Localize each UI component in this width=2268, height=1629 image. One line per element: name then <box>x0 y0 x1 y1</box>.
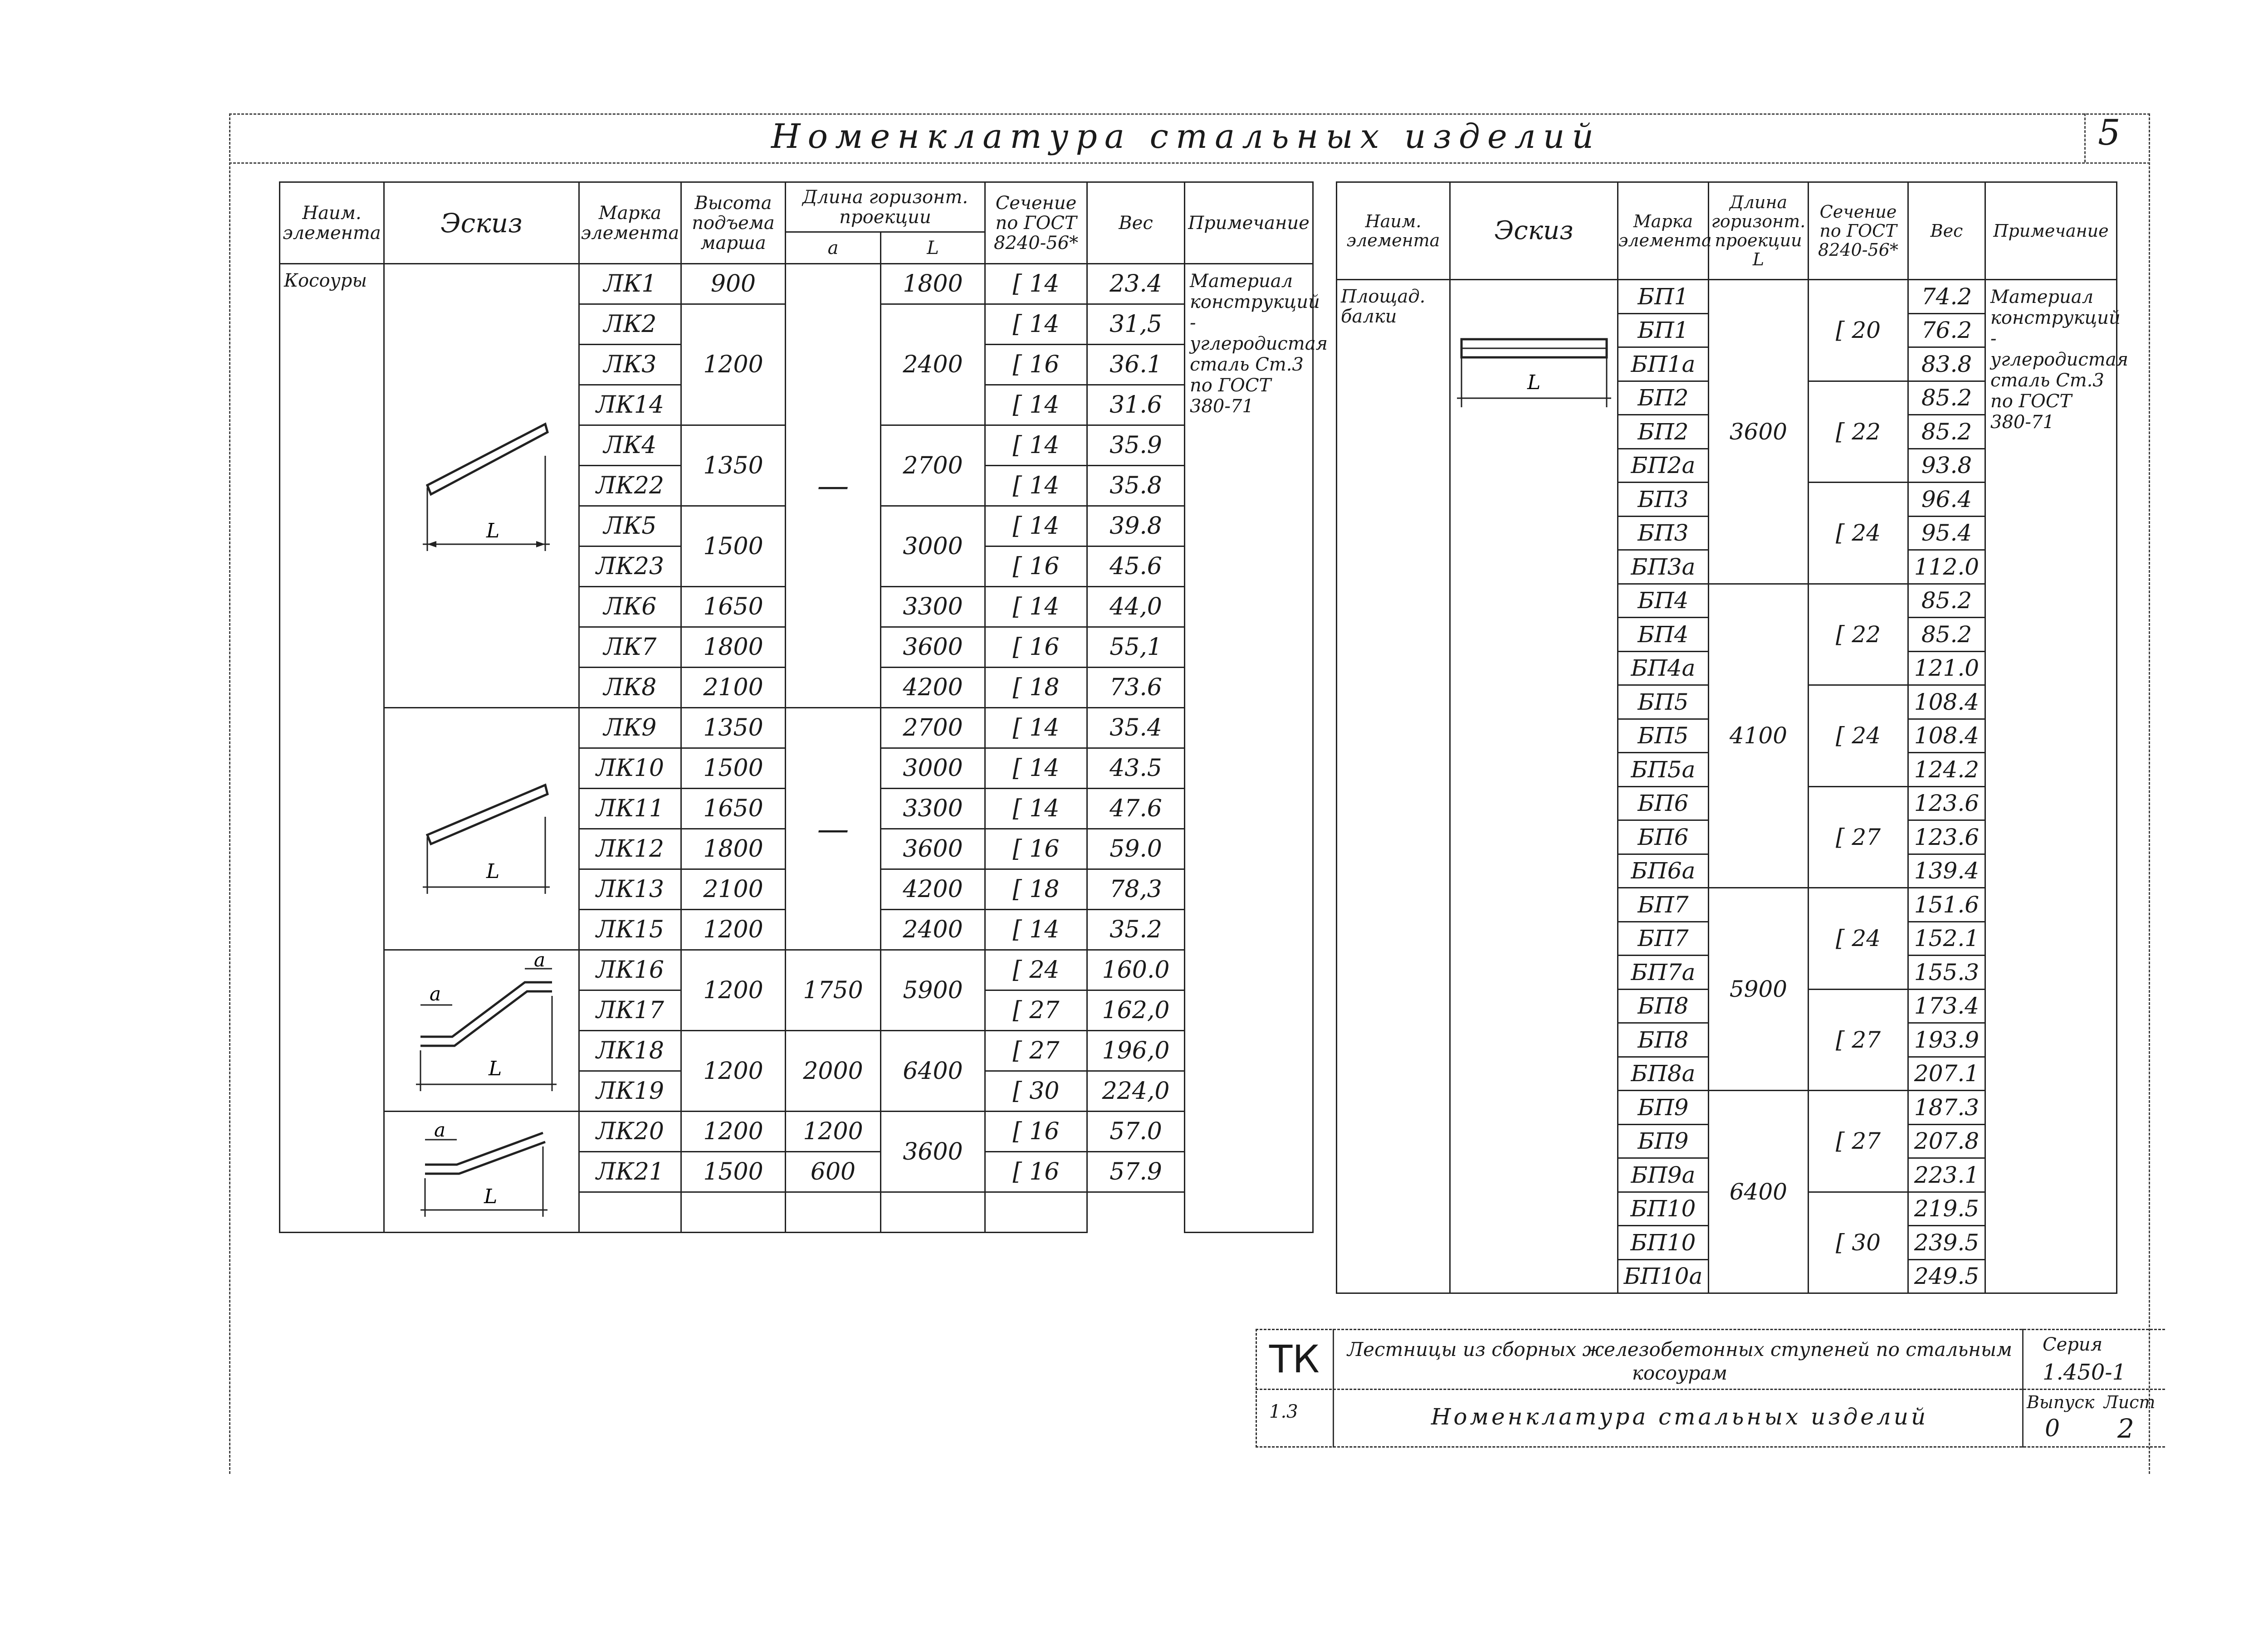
row-weight: 35.2 <box>1087 910 1185 950</box>
row-mark: БП8 <box>1618 1023 1709 1057</box>
row-section: [ 14 <box>985 264 1087 304</box>
row-height: 1350 <box>681 708 786 748</box>
row-weight: 57.9 <box>1087 1152 1185 1192</box>
row-mark: БП1а <box>1618 347 1709 381</box>
right-note: Материал конструкций - углеродистая сталь Ст.3 по ГОСТ 380-71 <box>1985 280 2117 1293</box>
row-weight: 219.5 <box>1908 1192 1985 1226</box>
header-weight: Вес <box>1908 182 1985 280</box>
stamp-divider-2 <box>2022 1329 2024 1448</box>
stringer-straight-icon <box>414 406 550 560</box>
header-sketch: Эскиз <box>1450 182 1618 280</box>
row-mark: БП9 <box>1618 1091 1709 1125</box>
row-L: 3000 <box>881 748 985 789</box>
header-a: a <box>786 232 881 264</box>
row-section: [ 16 <box>985 1152 1087 1192</box>
row-L: 6400 <box>881 1031 985 1112</box>
row-section: [ 16 <box>985 546 1087 587</box>
row-L: 2700 <box>881 708 985 748</box>
row-L: 4200 <box>881 668 985 708</box>
group-name: Площад. балки <box>1337 280 1450 1293</box>
row-section: [ 16 <box>985 627 1087 668</box>
row-weight: 108.4 <box>1908 719 1985 753</box>
stamp-issue-label: Выпуск <box>2027 1392 2095 1412</box>
row-weight: 35.9 <box>1087 425 1185 466</box>
row-section: [ 14 <box>985 425 1087 466</box>
row-mark: БП4а <box>1618 651 1709 685</box>
row-mark: БП10 <box>1618 1226 1709 1260</box>
row-L: 3600 <box>881 829 985 869</box>
row-mark: БП3 <box>1618 483 1709 517</box>
sketch-label-a: a <box>429 983 441 1005</box>
row-section: [ 14 <box>985 748 1087 789</box>
row-weight: 224,0 <box>1087 1071 1185 1112</box>
row-section: [ 16 <box>985 1112 1087 1152</box>
row-section: [ 24 <box>985 950 1087 990</box>
sketch-stringer-short <box>384 1112 579 1233</box>
sketch-stringer-straight-2 <box>384 708 579 950</box>
row-weight: 74.2 <box>1908 280 1985 314</box>
title-stamp <box>1256 1329 2165 1448</box>
row-weight: 31,5 <box>1087 304 1185 345</box>
stamp-divider-1 <box>1333 1329 1334 1448</box>
row-mark: БП5 <box>1618 719 1709 753</box>
row-weight: 207.8 <box>1908 1124 1985 1158</box>
row-mark: ЛК2 <box>579 304 681 345</box>
row-weight: 96.4 <box>1908 483 1985 517</box>
row-L: 3600 <box>881 1112 985 1192</box>
row-mark: ЛК17 <box>579 990 681 1031</box>
row-weight: 39.8 <box>1087 506 1185 546</box>
row-height: 2100 <box>681 869 786 910</box>
row-weight: 85.2 <box>1908 584 1985 618</box>
row-weight: 196,0 <box>1087 1031 1185 1071</box>
row-height: 1200 <box>681 1112 786 1152</box>
row-weight: 35.4 <box>1087 708 1185 748</box>
row-mark: БП10а <box>1618 1259 1709 1293</box>
row-mark: ЛК12 <box>579 829 681 869</box>
row-weight: 44,0 <box>1087 587 1185 627</box>
row-mark: БП4 <box>1618 584 1709 618</box>
row-weight: 55,1 <box>1087 627 1185 668</box>
row-weight: 85.2 <box>1908 618 1985 652</box>
row-length: 4100 <box>1709 584 1809 888</box>
row-L: 4200 <box>881 869 985 910</box>
row-height: 1500 <box>681 748 786 789</box>
row-weight: 155.3 <box>1908 956 1985 990</box>
row-mark: БП2 <box>1618 415 1709 449</box>
sketch-label-a: a <box>533 949 545 971</box>
row-weight: 45.6 <box>1087 546 1185 587</box>
row-L: 1800 <box>881 264 985 304</box>
row-height: 1650 <box>681 587 786 627</box>
row-weight: 121.0 <box>1908 651 1985 685</box>
title-underline <box>229 162 2150 164</box>
empty-cell <box>681 1192 786 1233</box>
row-weight: 59.0 <box>1087 829 1185 869</box>
row-weight: 35.8 <box>1087 466 1185 506</box>
row-weight: 173.4 <box>1908 989 1985 1023</box>
row-section: [ 18 <box>985 869 1087 910</box>
row-weight: 85.2 <box>1908 381 1985 415</box>
row-mark: БП7а <box>1618 956 1709 990</box>
sketch-label-L: L <box>488 1057 502 1080</box>
row-section: [ 14 <box>985 385 1087 425</box>
row-section: [ 24 <box>1809 888 1908 990</box>
stamp-sheet-label: Лист <box>2104 1392 2156 1412</box>
row-weight: 76.2 <box>1908 313 1985 347</box>
row-mark: ЛК3 <box>579 345 681 385</box>
row-mark: БП9а <box>1618 1158 1709 1192</box>
row-mark: БП7 <box>1618 922 1709 956</box>
row-L: 3000 <box>881 506 985 587</box>
row-weight: 139.4 <box>1908 854 1985 888</box>
right-table <box>1336 181 2129 1294</box>
row-section: [ 14 <box>985 304 1087 345</box>
row-section: [ 30 <box>985 1071 1087 1112</box>
row-mark: БП4 <box>1618 618 1709 652</box>
row-a-dash: — <box>786 708 881 950</box>
row-height: 1500 <box>681 1152 786 1192</box>
row-weight: 43.5 <box>1087 748 1185 789</box>
sketch-label-L: L <box>486 519 499 542</box>
row-height: 1800 <box>681 627 786 668</box>
row-mark: БП6а <box>1618 854 1709 888</box>
header-height: Высота подъема марша <box>681 182 786 264</box>
row-weight: 124.2 <box>1908 753 1985 787</box>
header-name: Наим. элемента <box>280 182 384 264</box>
row-a: 1750 <box>786 950 881 1031</box>
row-mark: ЛК5 <box>579 506 681 546</box>
row-mark: ЛК1 <box>579 264 681 304</box>
row-section: [ 24 <box>1809 685 1908 787</box>
row-weight: 239.5 <box>1908 1226 1985 1260</box>
row-height: 1200 <box>681 910 786 950</box>
row-section: [ 27 <box>1809 1091 1908 1192</box>
page-title: Номенклатура стальных изделий <box>771 117 1601 156</box>
row-height: 1800 <box>681 829 786 869</box>
row-a-dash: — <box>786 264 881 708</box>
row-mark: БП5 <box>1618 685 1709 719</box>
row-section: [ 14 <box>985 466 1087 506</box>
row-section: [ 14 <box>985 587 1087 627</box>
row-section: [ 22 <box>1809 381 1908 483</box>
row-weight: 83.8 <box>1908 347 1985 381</box>
sketch-label-L: L <box>1527 371 1540 394</box>
row-weight: 57.0 <box>1087 1112 1185 1152</box>
row-section: [ 14 <box>985 910 1087 950</box>
row-weight: 36.1 <box>1087 345 1185 385</box>
sketch-label-L: L <box>486 860 499 883</box>
row-mark: БП2а <box>1618 449 1709 483</box>
row-height: 1650 <box>681 789 786 829</box>
sketch-stringer-straight <box>384 264 579 708</box>
row-weight: 223.1 <box>1908 1158 1985 1192</box>
header-note: Примечание <box>1185 182 1313 264</box>
row-weight: 23.4 <box>1087 264 1185 304</box>
row-mark: ЛК18 <box>579 1031 681 1071</box>
row-weight: 93.8 <box>1908 449 1985 483</box>
stamp-subtitle: Номенклатура стальных изделий <box>1431 1404 1929 1430</box>
row-height: 900 <box>681 264 786 304</box>
header-section: Сечение по ГОСТ 8240-56* <box>1809 182 1908 280</box>
row-weight: 78,3 <box>1087 869 1185 910</box>
row-height: 1200 <box>681 1031 786 1112</box>
row-L: 2700 <box>881 425 985 506</box>
sheet-number: 5 <box>2098 112 2121 153</box>
row-mark: ЛК7 <box>579 627 681 668</box>
row-weight: 108.4 <box>1908 685 1985 719</box>
row-section: [ 27 <box>1809 786 1908 888</box>
row-weight: 123.6 <box>1908 820 1985 854</box>
empty-cell <box>579 1192 681 1233</box>
sketch-label-L: L <box>484 1185 497 1208</box>
sketch-beam <box>1450 280 1618 1293</box>
row-mark: ЛК8 <box>579 668 681 708</box>
row-weight: 160.0 <box>1087 950 1185 990</box>
row-mark: БП8 <box>1618 989 1709 1023</box>
row-mark: ЛК10 <box>579 748 681 789</box>
row-L: 5900 <box>881 950 985 1031</box>
row-L: 2400 <box>881 304 985 425</box>
row-mark: БП7 <box>1618 888 1709 922</box>
row-a: 1200 <box>786 1112 881 1152</box>
stamp-issue: 0 <box>2045 1415 2060 1442</box>
row-L: 2400 <box>881 910 985 950</box>
row-a: 2000 <box>786 1031 881 1112</box>
row-mark: ЛК9 <box>579 708 681 748</box>
row-weight: 193.9 <box>1908 1023 1985 1057</box>
row-mark: ЛК20 <box>579 1112 681 1152</box>
row-height: 1500 <box>681 506 786 587</box>
stamp-sheet: 2 <box>2117 1413 2134 1444</box>
stamp-series: 1.450-1 <box>2043 1360 2126 1385</box>
row-weight: 207.1 <box>1908 1057 1985 1091</box>
row-mark: БП6 <box>1618 820 1709 854</box>
row-height: 2100 <box>681 668 786 708</box>
sketch-label-a: a <box>434 1118 445 1141</box>
row-section: [ 30 <box>1809 1192 1908 1293</box>
row-weight: 162,0 <box>1087 990 1185 1031</box>
stamp-divider-3 <box>1256 1389 2165 1390</box>
header-mark: Марка элемента <box>579 182 681 264</box>
row-mark: ЛК23 <box>579 546 681 587</box>
stringer-short-icon <box>407 1115 557 1224</box>
sketch-stringer-broken <box>384 950 579 1112</box>
row-weight: 73.6 <box>1087 668 1185 708</box>
row-weight: 47.6 <box>1087 789 1185 829</box>
row-mark: ЛК21 <box>579 1152 681 1192</box>
row-mark: ЛК11 <box>579 789 681 829</box>
row-weight: 31.6 <box>1087 385 1185 425</box>
row-mark: БП10 <box>1618 1192 1709 1226</box>
row-weight: 151.6 <box>1908 888 1985 922</box>
row-length: 6400 <box>1709 1091 1809 1293</box>
stringer-straight-icon <box>414 749 550 903</box>
row-section: [ 16 <box>985 345 1087 385</box>
row-weight: 112.0 <box>1908 550 1985 584</box>
row-weight: 152.1 <box>1908 922 1985 956</box>
row-mark: БП2 <box>1618 381 1709 415</box>
row-mark: БП1 <box>1618 313 1709 347</box>
empty-cell <box>985 1192 1087 1233</box>
row-section: [ 27 <box>985 990 1087 1031</box>
group-name: Косоуры <box>280 264 384 1233</box>
stamp-title: Лестницы из сборных железобетонных ступеней по стальным косоурам <box>1347 1338 2012 1384</box>
row-section: [ 20 <box>1809 280 1908 381</box>
beam-icon <box>1452 330 1616 421</box>
row-mark: ЛК15 <box>579 910 681 950</box>
row-weight: 85.2 <box>1908 415 1985 449</box>
row-mark: БП3 <box>1618 516 1709 550</box>
header-name: Наим. элемента <box>1337 182 1450 280</box>
row-mark: ЛК14 <box>579 385 681 425</box>
row-section: [ 18 <box>985 668 1087 708</box>
header-mark: Марка элемента <box>1618 182 1709 280</box>
header-sketch: Эскиз <box>384 182 579 264</box>
row-weight: 95.4 <box>1908 516 1985 550</box>
left-table <box>279 181 1328 1233</box>
row-mark: БП8а <box>1618 1057 1709 1091</box>
row-a: 600 <box>786 1152 881 1192</box>
header-section: Сечение по ГОСТ 8240-56* <box>985 182 1087 264</box>
header-L: L <box>881 232 985 264</box>
row-mark: ЛК4 <box>579 425 681 466</box>
stamp-sub-code: 1.3 <box>1269 1401 1298 1422</box>
row-mark: ЛК22 <box>579 466 681 506</box>
row-section: [ 27 <box>985 1031 1087 1071</box>
row-mark: БП1 <box>1618 280 1709 314</box>
row-length: 3600 <box>1709 280 1809 584</box>
row-height: 1200 <box>681 304 786 425</box>
row-L: 3300 <box>881 587 985 627</box>
empty-cell <box>881 1192 985 1233</box>
header-weight: Вес <box>1087 182 1185 264</box>
row-mark: ЛК13 <box>579 869 681 910</box>
row-height: 1350 <box>681 425 786 506</box>
row-mark: БП9 <box>1618 1124 1709 1158</box>
row-section: [ 14 <box>985 789 1087 829</box>
row-weight: 249.5 <box>1908 1259 1985 1293</box>
left-note: Материал конструкций - углеродистая сталь Ст.3 по ГОСТ 380-71 <box>1185 264 1313 1233</box>
row-weight: 187.3 <box>1908 1091 1985 1125</box>
stringer-broken-icon <box>407 949 557 1100</box>
row-section: [ 22 <box>1809 584 1908 685</box>
header-length: Длина горизонт. проекции L <box>1709 182 1809 280</box>
row-section: [ 24 <box>1809 483 1908 584</box>
row-section: [ 14 <box>985 506 1087 546</box>
row-weight: 123.6 <box>1908 786 1985 820</box>
row-mark: ЛК19 <box>579 1071 681 1112</box>
row-L: 3300 <box>881 789 985 829</box>
row-mark: БП5а <box>1618 753 1709 787</box>
row-mark: БП3а <box>1618 550 1709 584</box>
row-section: [ 14 <box>985 708 1087 748</box>
empty-cell <box>786 1192 881 1233</box>
row-mark: ЛК6 <box>579 587 681 627</box>
stamp-code: ТК <box>1269 1337 1320 1381</box>
row-mark: БП6 <box>1618 786 1709 820</box>
row-mark: ЛК16 <box>579 950 681 990</box>
row-section: [ 27 <box>1809 989 1908 1091</box>
header-note: Примечание <box>1985 182 2117 280</box>
row-length: 5900 <box>1709 888 1809 1091</box>
row-height: 1200 <box>681 950 786 1031</box>
header-length: Длина горизонт. проекции <box>786 182 985 232</box>
row-section: [ 16 <box>985 829 1087 869</box>
row-L: 3600 <box>881 627 985 668</box>
stamp-series-label: Серия <box>2043 1334 2103 1355</box>
